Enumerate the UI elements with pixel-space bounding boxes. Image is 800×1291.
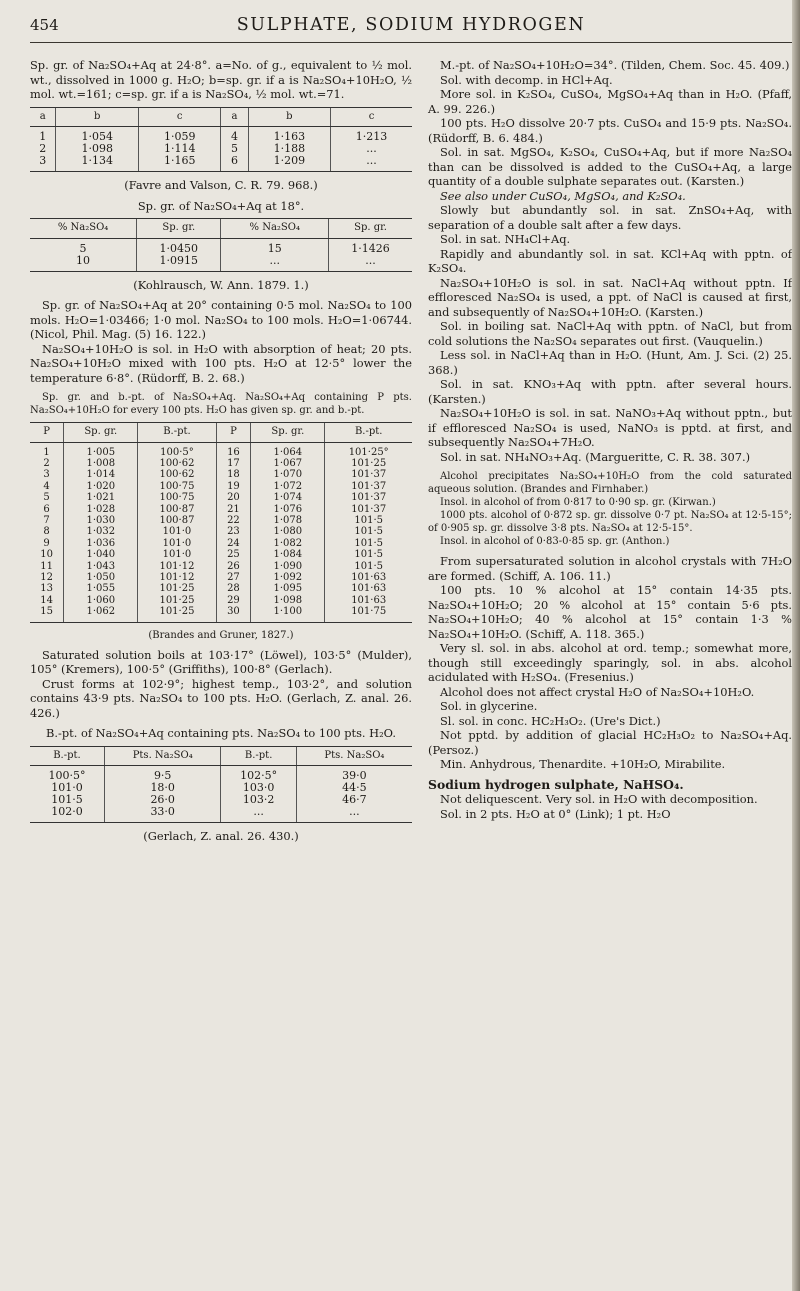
- small-paragraph: Insol. in alcohol of 0·83-0·85 sp. gr. (Anthon.): [440, 536, 670, 547]
- section-heading: Sodium hydrogen sulphate, NaHSO₄.: [428, 776, 684, 792]
- column-header: Sp. gr.: [329, 219, 412, 239]
- table-cell: 39·0: [296, 766, 412, 783]
- column-header: % Na₂SO₄: [30, 219, 137, 239]
- table-cell: 1·090: [251, 561, 325, 572]
- table-cell: 19: [216, 481, 251, 492]
- table-cell: 1·163: [248, 127, 331, 144]
- paragraph: Sol. in boiling sat. NaCl+Aq with pptn. of NaCl, but from cold solutions the Na₂SO₄ separates out first. (Vauquelin.): [428, 319, 792, 348]
- paragraph: Rapidly and abundantly sol. in sat. KCl+Aq with pptn. of K₂SO₄.: [428, 246, 792, 275]
- paragraph: Na₂SO₄+10H₂O is sol. in sat. NaNO₃+Aq without pptn., but if effloresced Na₂SO₄ is used, NaNO₃ is pptd. at first, and subsequently Na₂SO₄+7H₂O.: [428, 406, 792, 449]
- column-header: a: [30, 107, 56, 127]
- table-cell: 1·059: [138, 127, 221, 144]
- table-cell: 101·37: [325, 492, 412, 503]
- table-cell: 1·005: [64, 442, 138, 458]
- table-cell: 1·0450: [137, 238, 221, 255]
- table-cell: 101·0: [138, 526, 216, 537]
- column-header: Sp. gr.: [251, 423, 325, 443]
- table-row: [30, 492, 412, 503]
- table-cell: 13: [40, 583, 53, 595]
- table-cell: 1·134: [56, 155, 139, 172]
- table-cell: 15: [221, 238, 329, 255]
- table-cell: 101·25°: [325, 442, 412, 458]
- paragraph: Not pptd. by addition of glacial HC₂H₃O₂ to Na₂SO₄+Aq. (Persoz.): [428, 728, 792, 757]
- table-cell: 18: [216, 469, 251, 480]
- table-cell: 1·021: [64, 492, 138, 503]
- table-cell: 101·0: [138, 549, 216, 560]
- table-cell: 1·020: [64, 481, 138, 492]
- paragraph: From supersaturated solution in alcohol crystals with 7H₂O are formed. (Schiff, A. 106. 11.): [428, 554, 792, 583]
- table-cell: 24: [216, 538, 251, 549]
- table-row: [30, 481, 412, 492]
- paragraph: Alcohol does not affect crystal H₂O of Na₂SO₄+10H₂O.: [440, 684, 755, 699]
- table-row: [30, 526, 412, 537]
- table-cell: 1·064: [251, 442, 325, 458]
- table-cell: 9·5: [104, 766, 221, 783]
- table-caption: Sp. gr. of Na₂SO₄+Aq at 18°.: [137, 198, 305, 213]
- table-cell: 6: [43, 503, 50, 515]
- table-cell: 101·63: [325, 583, 412, 594]
- table-cell: 103·0: [221, 782, 296, 794]
- paragraph: Sl. sol. in conc. HC₂H₃O₂. (Ure's Dict.): [440, 713, 661, 728]
- table-row: [30, 806, 412, 823]
- paragraph: 100 pts. 10 % alcohol at 15° contain 14·35 pts. Na₂SO₄+10H₂O; 20 % alcohol at 15° contain 5·6 pts. Na₂SO₄+10H₂O; 40 % alcohol at 15° contain 1·3 % Na₂SO₄+10H₂O. (Schiff, A. 118. 365.): [428, 583, 792, 641]
- table-gerlach: [30, 746, 412, 824]
- table-cell: 101·37: [325, 469, 412, 480]
- table-cell: 101·0: [138, 538, 216, 549]
- table-cell: 20: [216, 492, 251, 503]
- table-cell: 101·25: [138, 583, 216, 594]
- table-cell: 1·036: [64, 538, 138, 549]
- table-cell: 3: [30, 155, 56, 172]
- table-cell: 1·092: [251, 572, 325, 583]
- table-row: [30, 469, 412, 480]
- table-cell: 1·078: [251, 515, 325, 526]
- table-row: [30, 238, 412, 255]
- column-header: P: [216, 423, 251, 443]
- table-cell: ...: [221, 806, 296, 823]
- table-cell: 101·25: [138, 595, 216, 606]
- table-row: [30, 595, 412, 606]
- table-row: [30, 155, 412, 172]
- paragraph: Crust forms at 102·9°; highest temp., 103·2°, and solution contains 43·9 pts. Na₂SO₄ to 100 pts. H₂O. (Gerlach, Z. anal. 26. 426.): [30, 676, 412, 720]
- table-cell: 8: [43, 526, 50, 538]
- table-row: [30, 255, 412, 272]
- table-cell: 1·098: [56, 143, 139, 155]
- table-cell: 101·0: [51, 781, 83, 795]
- paragraph: Very sl. sol. in abs. alcohol at ord. temp.; somewhat more, though still exceedingly sparingly, sol. in abs. alcohol acidulated with H₂SO₄. (Fresenius.): [428, 641, 792, 684]
- table-cell: 100·75: [138, 492, 216, 503]
- source-citation: (Kohlrausch, W. Ann. 1879. 1.): [133, 277, 309, 292]
- small-paragraph: Insol. in alcohol of from 0·817 to 0·90 sp. gr. (Kirwan.): [440, 497, 716, 508]
- paragraph: Slowly but abundantly sol. in sat. ZnSO₄+Aq, with separation of a double salt after a few days.: [428, 203, 792, 232]
- running-header: [30, 14, 792, 43]
- table-cell: 101·63: [325, 595, 412, 606]
- table-cell: 101·5: [325, 549, 412, 560]
- column-header: P: [30, 423, 64, 443]
- table-cell: ...: [329, 255, 412, 272]
- column-header: B.-pt.: [325, 423, 412, 443]
- table-cell: 18·0: [104, 782, 221, 794]
- column-header: % Na₂SO₄: [221, 219, 329, 239]
- table-cell: 1·080: [251, 526, 325, 537]
- table-cell: 1·213: [331, 127, 412, 144]
- table-row: [30, 561, 412, 572]
- paragraph: M.-pt. of Na₂SO₄+10H₂O=34°. (Tilden, Chem. Soc. 45. 409.): [440, 58, 790, 72]
- paragraph: Not deliquescent. Very sol. in H₂O with decomposition.: [440, 792, 758, 806]
- paragraph: Sol. in 2 pts. H₂O at 0° (Link); 1 pt. H₂O: [440, 806, 671, 821]
- table-row: [30, 127, 412, 144]
- small-paragraph: 1000 pts. alcohol of 0·872 sp. gr. dissolve 0·7 pt. Na₂SO₄ at 12·5-15°; of 0·905 sp. gr. dissolve 3·8 pts. Na₂SO₄ at 12·5-15°.: [428, 510, 792, 534]
- table-cell: 5: [79, 241, 87, 255]
- source-citation: (Brandes and Gruner, 1827.): [148, 629, 294, 641]
- right-column: [428, 58, 792, 821]
- table-cell: 23: [216, 526, 251, 537]
- table-cell: 9: [43, 537, 50, 549]
- source-citation: (Favre and Valson, C. R. 79. 968.): [124, 178, 318, 192]
- table-cell: 17: [216, 458, 251, 469]
- table-cell: 16: [216, 442, 251, 458]
- table-cell: 21: [216, 504, 251, 515]
- table-cell: 1·095: [251, 583, 325, 594]
- table-cell: 100·87: [138, 515, 216, 526]
- column-header: B.-pt.: [30, 746, 104, 766]
- table-cell: 100·62: [138, 458, 216, 469]
- table-cell: 2: [43, 457, 50, 469]
- table-cell: 33·0: [104, 806, 221, 823]
- paragraph: More sol. in K₂SO₄, CuSO₄, MgSO₄+Aq than in H₂O. (Pfaff, A. 99. 226.): [428, 87, 792, 116]
- table-cell: 7: [43, 514, 50, 526]
- table-cell: 101·5: [325, 538, 412, 549]
- table-cell: 1·076: [251, 504, 325, 515]
- column-header: Pts. Na₂SO₄: [296, 746, 412, 766]
- table-cell: 1·062: [64, 606, 138, 622]
- table-cell: 1·1426: [329, 238, 412, 255]
- table-cell: 101·5: [325, 515, 412, 526]
- table-cell: ...: [296, 806, 412, 823]
- left-column: [30, 58, 412, 844]
- table-cell: 101·12: [138, 572, 216, 583]
- table-cell: 1·028: [64, 504, 138, 515]
- table-cell: 103·2: [221, 794, 296, 806]
- source-citation: (Gerlach, Z. anal. 26. 430.): [143, 829, 299, 844]
- table-cell: 1·060: [64, 595, 138, 606]
- table-cell: 26·0: [104, 794, 221, 806]
- table-cell: ...: [331, 143, 412, 155]
- paragraph: Saturated solution boils at 103·17° (Löwel), 103·5° (Mulder), 105° (Kremers), 100·5° (Griffiths), 100·8° (Gerlach).: [30, 647, 412, 677]
- table-cell: 2: [39, 142, 47, 155]
- table-cell: 1·188: [248, 143, 331, 155]
- table-cell: 1·209: [248, 155, 331, 172]
- table-cell: 5: [43, 492, 50, 504]
- table-cell: 10: [30, 255, 137, 272]
- table-cell: 1·072: [251, 481, 325, 492]
- table-cell: 4: [43, 480, 50, 492]
- table-cell: 100·75: [138, 481, 216, 492]
- table-caption: B.-pt. of Na₂SO₄+Aq containing pts. Na₂SO₄ to 100 pts. H₂O.: [46, 726, 396, 741]
- table-cell: 1·032: [64, 526, 138, 537]
- table-cell: 1·084: [251, 549, 325, 560]
- table-cell: ...: [221, 255, 329, 272]
- table-cell: 1·067: [251, 458, 325, 469]
- column-header: B.-pt.: [221, 746, 296, 766]
- table-cell: 4: [221, 127, 248, 144]
- table-cell: 101·25: [138, 606, 216, 622]
- table-cell: 25: [216, 549, 251, 560]
- table-cell: 101·37: [325, 504, 412, 515]
- paragraph: Sp. gr. of Na₂SO₄+Aq at 20° containing 0·5 mol. Na₂SO₄ to 100 mols. H₂O=1·03466; 1·0 mol. Na₂SO₄ to 100 mols. H₂O=1·06744. (Nicol, Phil. Mag. (5) 16. 122.): [30, 298, 412, 341]
- table-cell: 5: [221, 143, 248, 155]
- table-cell: 1·030: [64, 515, 138, 526]
- paragraph: Min. Anhydrous, Thenardite. +10H₂O, Mirabilite.: [440, 757, 726, 771]
- table-cell: 1·114: [138, 143, 221, 155]
- page-number: 454: [30, 16, 59, 34]
- table-row: [30, 766, 412, 783]
- table-cell: 101·37: [325, 481, 412, 492]
- table-cell: 46·7: [296, 794, 412, 806]
- column-header: b: [248, 107, 331, 127]
- table-cell: 22: [216, 515, 251, 526]
- column-header: B.-pt.: [138, 423, 216, 443]
- column-header: Pts. Na₂SO₄: [104, 746, 221, 766]
- small-paragraph: Alcohol precipitates Na₂SO₄+10H₂O from the cold saturated aqueous solution. (Brandes and Firnhaber.): [428, 471, 792, 495]
- table-cell: 1·055: [64, 583, 138, 594]
- table-cell: 14: [40, 594, 53, 606]
- table-row: [30, 606, 412, 622]
- table-cell: 26: [216, 561, 251, 572]
- running-title: SULPHATE, SODIUM HYDROGEN: [236, 15, 586, 35]
- table-row: [30, 583, 412, 594]
- paragraph: Sp. gr. of Na₂SO₄+Aq at 24·8°. a=No. of g., equivalent to ½ mol. wt., dissolved in 1000 g. H₂O; b=sp. gr. if a is Na₂SO₄+10H₂O, ½ mol. wt.=161; c=sp. gr. if a is Na₂SO₄, ½ mol. wt.=71.: [30, 58, 412, 101]
- paragraph: 100 pts. H₂O dissolve 20·7 pts. CuSO₄ and 15·9 pts. Na₂SO₄. (Rüdorff, B. 6. 484.): [428, 116, 792, 145]
- table-cell: 1·008: [64, 458, 138, 469]
- table-cell: 10: [40, 549, 53, 561]
- table-cell: 101·75: [325, 606, 412, 622]
- table-row: [30, 549, 412, 560]
- table-cell: 1·0915: [137, 255, 221, 272]
- table-cell: 102·0: [30, 806, 104, 823]
- table-cell: 27: [216, 572, 251, 583]
- table-cell: 1·165: [138, 155, 221, 172]
- table-row: [30, 538, 412, 549]
- table-cell: 6: [221, 155, 248, 172]
- table-cell: 15: [30, 606, 64, 622]
- table-brandes-gruner: [30, 422, 412, 623]
- table-cell: 12: [40, 571, 53, 583]
- column-header: c: [138, 107, 221, 127]
- paragraph: Sol. in sat. MgSO₄, K₂SO₄, CuSO₄+Aq, but if more Na₂SO₄ than can be dissolved is added to the CuSO₄+Aq, a large quantity of a double sulphate separates out. (Karsten.): [428, 145, 792, 188]
- column-header: Sp. gr.: [137, 219, 221, 239]
- paragraph: Na₂SO₄+10H₂O is sol. in sat. NaCl+Aq without pptn. If effloresced Na₂SO₄ is used, a ppt. of NaCl is caused at first, and subsequently of Na₂SO₄+10H₂O. (Karsten.): [428, 275, 792, 319]
- page-edge: [792, 0, 800, 1291]
- table-cell: 11: [40, 560, 53, 572]
- table-cell: 1·070: [251, 469, 325, 480]
- table-cell: 29: [216, 595, 251, 606]
- table-cell: 101·5: [51, 793, 83, 807]
- table-cell: 100·87: [138, 504, 216, 515]
- table-cell: 100·5°: [138, 442, 216, 458]
- paragraph: Sol. in sat. NH₄NO₃+Aq. (Margueritte, C. R. 38. 307.): [440, 449, 751, 464]
- column-header: Sp. gr.: [64, 423, 138, 443]
- table-cell: 101·5: [325, 526, 412, 537]
- table-cell: 1·040: [64, 549, 138, 560]
- table-cell: 1: [39, 130, 47, 143]
- table-cell: 1·043: [64, 561, 138, 572]
- table-row: [30, 515, 412, 526]
- table-cell: 1·074: [251, 492, 325, 503]
- table-cell: 1·050: [64, 572, 138, 583]
- table-cell: 1·054: [56, 127, 139, 144]
- column-header: b: [56, 107, 139, 127]
- table-cell: 1·082: [251, 538, 325, 549]
- paragraph: See also under CuSO₄, MgSO₄, and K₂SO₄.: [440, 188, 686, 203]
- paragraph: Na₂SO₄+10H₂O is sol. in H₂O with absorption of heat; 20 pts. Na₂SO₄+10H₂O mixed with 100 pts. H₂O at 12·5° lower the temperature 6·8°. (Rüdorff, B. 2. 68.): [30, 341, 412, 385]
- table-row: [30, 442, 412, 458]
- column-header: a: [221, 107, 248, 127]
- table-cell: 100·62: [138, 469, 216, 480]
- table-cell: 100·5°: [48, 769, 86, 783]
- table-row: [30, 504, 412, 515]
- table-kohlrausch: [30, 218, 412, 272]
- paragraph: Sol. in glycerine.: [440, 699, 538, 713]
- paragraph: Sol. in sat. KNO₃+Aq with pptn. after several hours. (Karsten.): [428, 377, 792, 406]
- table-cell: 1·098: [251, 595, 325, 606]
- table-cell: 1: [43, 446, 50, 458]
- table-cell: 101·63: [325, 572, 412, 583]
- table-cell: 1·100: [251, 606, 325, 622]
- table-cell: 1·014: [64, 469, 138, 480]
- table-cell: 3: [43, 469, 50, 481]
- column-header: c: [331, 107, 412, 127]
- paragraph: Sp. gr. and b.-pt. of Na₂SO₄+Aq. Na₂SO₄+Aq containing P pts. Na₂SO₄+10H₂O for every 100 pts. H₂O has given sp. gr. and b.-pt.: [30, 392, 412, 416]
- table-cell: 101·5: [325, 561, 412, 572]
- table-cell: 101·25: [325, 458, 412, 469]
- table-cell: ...: [331, 155, 412, 172]
- paragraph: Sol. in sat. NH₄Cl+Aq.: [440, 232, 571, 246]
- table-cell: 44·5: [296, 782, 412, 794]
- table-row: [30, 572, 412, 583]
- paragraph: Less sol. in NaCl+Aq than in H₂O. (Hunt, Am. J. Sci. (2) 25. 368.): [428, 348, 792, 377]
- table-cell: 101·12: [138, 561, 216, 572]
- table-row: [30, 458, 412, 469]
- table-favre-valson: [30, 107, 412, 173]
- table-cell: 102·5°: [221, 766, 296, 783]
- paragraph: Sol. with decomp. in HCl+Aq.: [440, 72, 613, 87]
- table-cell: 30: [216, 606, 251, 622]
- table-cell: 28: [216, 583, 251, 594]
